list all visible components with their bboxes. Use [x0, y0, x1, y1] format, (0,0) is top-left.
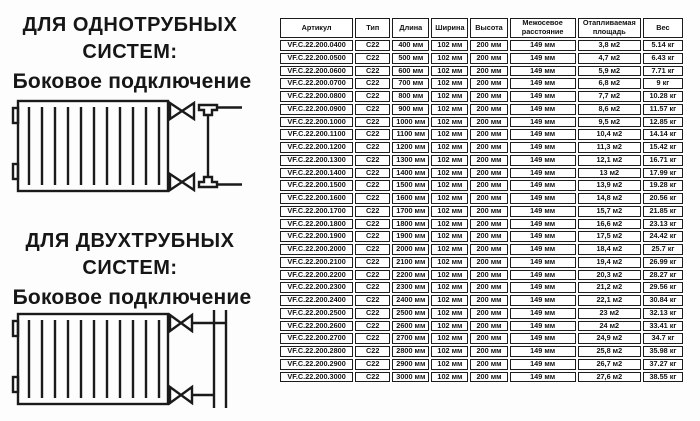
table-cell: VF.C.22.200.1700 [280, 206, 353, 217]
table-cell: 11,3 м2 [578, 142, 641, 153]
table-cell: 29.56 кг [643, 282, 683, 293]
table-cell: 22,1 м2 [578, 295, 641, 306]
table-cell: C22 [355, 180, 390, 191]
table-row [280, 219, 683, 230]
table-cell: 19.28 кг [643, 180, 683, 191]
column-header: Высота [470, 18, 507, 38]
table-cell: 1100 мм [392, 129, 429, 140]
table-cell: 32.13 кг [643, 308, 683, 319]
connection-diagrams-panel [0, 0, 270, 421]
table-cell: 102 мм [431, 180, 468, 191]
table-cell: 1000 мм [392, 117, 429, 128]
table-cell: VF.C.22.200.0400 [280, 40, 353, 51]
two-pipe-title-line2: СИСТЕМ: [82, 257, 178, 279]
table-cell: 200 мм [470, 219, 507, 230]
column-header: Артикул [280, 18, 353, 38]
table-cell: 200 мм [470, 168, 507, 179]
table-cell: VF.C.22.200.2900 [280, 359, 353, 370]
table-row [280, 206, 683, 217]
table-cell: C22 [355, 117, 390, 128]
table-row [280, 346, 683, 357]
table-row [280, 168, 683, 179]
table-cell: 149 мм [510, 206, 576, 217]
table-cell: 102 мм [431, 372, 468, 383]
table-cell: 149 мм [510, 142, 576, 153]
table-row [280, 270, 683, 281]
radiator-single-pipe-drawing [10, 95, 248, 197]
table-row [280, 244, 683, 255]
table-cell: 200 мм [470, 129, 507, 140]
table-cell: 149 мм [510, 219, 576, 230]
table-cell: VF.C.22.200.3000 [280, 372, 353, 383]
column-header: Вес [643, 18, 683, 38]
table-cell: 102 мм [431, 231, 468, 242]
table-row [280, 193, 683, 204]
table-cell: 17.99 кг [643, 168, 683, 179]
table-cell: 149 мм [510, 359, 576, 370]
table-row [280, 295, 683, 306]
two-pipe-side-connection-diagram [10, 308, 248, 410]
table-cell: C22 [355, 219, 390, 230]
table-cell: 15.42 кг [643, 142, 683, 153]
table-row [280, 117, 683, 128]
table-cell: VF.C.22.200.1300 [280, 155, 353, 166]
table-cell: 2600 мм [392, 321, 429, 332]
table-cell: C22 [355, 66, 390, 77]
table-cell: 400 мм [392, 40, 429, 51]
table-cell: 18,4 м2 [578, 244, 641, 255]
table-cell: 149 мм [510, 117, 576, 128]
table-cell: 102 мм [431, 257, 468, 268]
table-cell: VF.C.22.200.2400 [280, 295, 353, 306]
table-cell: 200 мм [470, 40, 507, 51]
table-cell: 200 мм [470, 359, 507, 370]
table-cell: C22 [355, 193, 390, 204]
table-cell: 102 мм [431, 40, 468, 51]
table-cell: 38.55 кг [643, 372, 683, 383]
table-cell: VF.C.22.200.2600 [280, 321, 353, 332]
table-cell: 900 мм [392, 104, 429, 115]
table-row [280, 78, 683, 89]
table-cell: VF.C.22.200.1500 [280, 180, 353, 191]
table-cell: 102 мм [431, 346, 468, 357]
table-cell: 6,8 м2 [578, 78, 641, 89]
table-cell: 2100 мм [392, 257, 429, 268]
table-cell: C22 [355, 40, 390, 51]
table-cell: 5.14 кг [643, 40, 683, 51]
table-cell: 200 мм [470, 244, 507, 255]
table-cell: 102 мм [431, 193, 468, 204]
table-cell: 28.27 кг [643, 270, 683, 281]
table-cell: 102 мм [431, 104, 468, 115]
table-row [280, 333, 683, 344]
table-cell: 200 мм [470, 372, 507, 383]
table-cell: 15,7 м2 [578, 206, 641, 217]
table-cell: VF.C.22.200.1100 [280, 129, 353, 140]
radiator-spec-table [278, 16, 685, 384]
table-cell: C22 [355, 155, 390, 166]
table-cell: C22 [355, 308, 390, 319]
table-cell: VF.C.22.200.2800 [280, 346, 353, 357]
table-cell: 6.43 кг [643, 53, 683, 64]
table-cell: 16.71 кг [643, 155, 683, 166]
table-cell: 149 мм [510, 244, 576, 255]
table-cell: 102 мм [431, 219, 468, 230]
table-cell: VF.C.22.200.0900 [280, 104, 353, 115]
table-cell: 2300 мм [392, 282, 429, 293]
table-row [280, 308, 683, 319]
table-cell: 200 мм [470, 53, 507, 64]
table-cell: C22 [355, 270, 390, 281]
table-cell: 30.84 кг [643, 295, 683, 306]
table-cell: 149 мм [510, 257, 576, 268]
table-cell: 1700 мм [392, 206, 429, 217]
table-cell: 1900 мм [392, 231, 429, 242]
table-cell: 102 мм [431, 155, 468, 166]
table-row [280, 40, 683, 51]
two-pipe-title-line1: ДЛЯ ДВУХТРУБНЫХ [25, 230, 235, 252]
table-cell: 12.85 кг [643, 117, 683, 128]
table-cell: C22 [355, 282, 390, 293]
table-cell: 200 мм [470, 333, 507, 344]
column-header: Отапливаемая площадь [578, 18, 641, 38]
bracket-bottom-icon [13, 164, 18, 179]
table-cell: 149 мм [510, 91, 576, 102]
table-cell: 149 мм [510, 104, 576, 115]
table-cell: C22 [355, 168, 390, 179]
table-cell: 21.85 кг [643, 206, 683, 217]
table-cell: 149 мм [510, 40, 576, 51]
single-pipe-side-connection-diagram [10, 95, 248, 197]
table-cell: 102 мм [431, 321, 468, 332]
table-cell: VF.C.22.200.1800 [280, 219, 353, 230]
table-cell: VF.C.22.200.0600 [280, 66, 353, 77]
table-cell: C22 [355, 91, 390, 102]
table-header-row [280, 18, 683, 38]
table-cell: 102 мм [431, 206, 468, 217]
table-cell: 25.7 кг [643, 244, 683, 255]
table-cell: 2200 мм [392, 270, 429, 281]
bracket-top-icon [13, 321, 18, 336]
table-cell: 34.7 кг [643, 333, 683, 344]
table-cell: 24.42 кг [643, 231, 683, 242]
table-cell: 2800 мм [392, 346, 429, 357]
table-cell: 149 мм [510, 346, 576, 357]
table-cell: 600 мм [392, 66, 429, 77]
table-cell: C22 [355, 295, 390, 306]
table-cell: VF.C.22.200.2200 [280, 270, 353, 281]
table-cell: 200 мм [470, 142, 507, 153]
table-cell: 7,7 м2 [578, 91, 641, 102]
valve-bottom-icon [170, 174, 194, 190]
table-cell: 14.14 кг [643, 129, 683, 140]
table-cell: C22 [355, 206, 390, 217]
table-cell: 149 мм [510, 333, 576, 344]
table-cell: 20.56 кг [643, 193, 683, 204]
table-cell: 149 мм [510, 308, 576, 319]
tee-bottom-icon [199, 177, 217, 187]
table-cell: 200 мм [470, 295, 507, 306]
table-cell: 102 мм [431, 270, 468, 281]
column-header: Межосевое расстояние [510, 18, 576, 38]
table-cell: C22 [355, 321, 390, 332]
table-cell: VF.C.22.200.1200 [280, 142, 353, 153]
table-cell: 200 мм [470, 193, 507, 204]
table-cell: 2700 мм [392, 333, 429, 344]
table-cell: 200 мм [470, 257, 507, 268]
table-cell: 9,5 м2 [578, 117, 641, 128]
table-cell: 1400 мм [392, 168, 429, 179]
table-cell: 149 мм [510, 78, 576, 89]
table-cell: VF.C.22.200.1900 [280, 231, 353, 242]
radiator-fins [29, 320, 159, 398]
radiator-fins [29, 107, 159, 185]
table-cell: 102 мм [431, 117, 468, 128]
table-cell: 200 мм [470, 308, 507, 319]
table-cell: 14,8 м2 [578, 193, 641, 204]
table-cell: 500 мм [392, 53, 429, 64]
single-pipe-title-line2: СИСТЕМ: [82, 41, 178, 63]
table-cell: 149 мм [510, 66, 576, 77]
table-cell: 7.71 кг [643, 66, 683, 77]
table-cell: 102 мм [431, 308, 468, 319]
table-cell: C22 [355, 257, 390, 268]
table-cell: VF.C.22.200.0800 [280, 91, 353, 102]
table-row [280, 91, 683, 102]
table-cell: VF.C.22.200.0500 [280, 53, 353, 64]
table-cell: 102 мм [431, 129, 468, 140]
table-cell: 4,7 м2 [578, 53, 641, 64]
radiator-two-pipe-drawing [10, 308, 248, 410]
table-cell: 2000 мм [392, 244, 429, 255]
table-row [280, 142, 683, 153]
table-cell: C22 [355, 231, 390, 242]
table-cell: 149 мм [510, 53, 576, 64]
table-cell: 200 мм [470, 66, 507, 77]
table-row [280, 104, 683, 115]
table-cell: 3,8 м2 [578, 40, 641, 51]
bracket-top-icon [13, 108, 18, 123]
column-header: Тип [355, 18, 390, 38]
table-cell: 13,9 м2 [578, 180, 641, 191]
table-cell: 200 мм [470, 180, 507, 191]
bracket-bottom-icon [13, 377, 18, 392]
table-cell: 149 мм [510, 295, 576, 306]
table-cell: VF.C.22.200.2500 [280, 308, 353, 319]
table-cell: 200 мм [470, 91, 507, 102]
table-cell: C22 [355, 78, 390, 89]
table-cell: 21,2 м2 [578, 282, 641, 293]
table-cell: C22 [355, 346, 390, 357]
table-cell: 13 м2 [578, 168, 641, 179]
table-cell: 2400 мм [392, 295, 429, 306]
table-cell: 102 мм [431, 282, 468, 293]
single-pipe-subtitle: Боковое подключение [12, 70, 252, 93]
table-cell: C22 [355, 53, 390, 64]
table-cell: 149 мм [510, 168, 576, 179]
table-cell: C22 [355, 244, 390, 255]
table-row [280, 359, 683, 370]
table-cell: 102 мм [431, 244, 468, 255]
table-cell: 2500 мм [392, 308, 429, 319]
table-cell: 1600 мм [392, 193, 429, 204]
table-cell: 5,9 м2 [578, 66, 641, 77]
table-cell: 102 мм [431, 91, 468, 102]
single-pipe-title-line1: ДЛЯ ОДНОТРУБНЫХ [22, 14, 238, 36]
table-row [280, 180, 683, 191]
table-cell: 26,7 м2 [578, 359, 641, 370]
two-pipe-title [6, 228, 254, 282]
table-cell: 24 м2 [578, 321, 641, 332]
table-cell: 149 мм [510, 180, 576, 191]
table-cell: 149 мм [510, 231, 576, 242]
table-row [280, 231, 683, 242]
table-row [280, 66, 683, 77]
table-cell: 200 мм [470, 346, 507, 357]
table-cell: 10,4 м2 [578, 129, 641, 140]
table-cell: 200 мм [470, 78, 507, 89]
table-cell: 17,5 м2 [578, 231, 641, 242]
table-cell: 149 мм [510, 155, 576, 166]
table-cell: 1200 мм [392, 142, 429, 153]
table-cell: 200 мм [470, 117, 507, 128]
valve-top-icon [170, 103, 194, 119]
table-cell: 19,4 м2 [578, 257, 641, 268]
table-cell: 1800 мм [392, 219, 429, 230]
table-cell: VF.C.22.200.2300 [280, 282, 353, 293]
table-cell: 102 мм [431, 142, 468, 153]
table-row [280, 155, 683, 166]
table-cell: C22 [355, 359, 390, 370]
single-pipe-title [6, 12, 254, 66]
table-cell: C22 [355, 129, 390, 140]
table-cell: C22 [355, 333, 390, 344]
table-cell: VF.C.22.200.1000 [280, 117, 353, 128]
table-cell: 800 мм [392, 91, 429, 102]
table-cell: 200 мм [470, 104, 507, 115]
table-cell: 24,9 м2 [578, 333, 641, 344]
table-cell: 35.98 кг [643, 346, 683, 357]
table-cell: 200 мм [470, 321, 507, 332]
table-row [280, 257, 683, 268]
table-cell: 11.57 кг [643, 104, 683, 115]
table-cell: VF.C.22.200.2000 [280, 244, 353, 255]
table-cell: 23.13 кг [643, 219, 683, 230]
table-cell: 25,8 м2 [578, 346, 641, 357]
table-cell: 200 мм [470, 270, 507, 281]
table-cell: 149 мм [510, 193, 576, 204]
valve-bottom-icon [170, 387, 192, 403]
table-cell: VF.C.22.200.0700 [280, 78, 353, 89]
table-cell: C22 [355, 372, 390, 383]
table-row [280, 129, 683, 140]
table-cell: 9 кг [643, 78, 683, 89]
table-cell: VF.C.22.200.2700 [280, 333, 353, 344]
table-cell: 149 мм [510, 282, 576, 293]
table-cell: 1300 мм [392, 155, 429, 166]
table-cell: 200 мм [470, 282, 507, 293]
table-cell: 200 мм [470, 155, 507, 166]
table-cell: 8,6 м2 [578, 104, 641, 115]
table-cell: 2900 мм [392, 359, 429, 370]
tee-top-icon [199, 105, 217, 115]
table-cell: 149 мм [510, 372, 576, 383]
table-cell: VF.C.22.200.1400 [280, 168, 353, 179]
table-row [280, 321, 683, 332]
valve-top-icon [170, 315, 192, 331]
table-cell: 3000 мм [392, 372, 429, 383]
table-cell: 102 мм [431, 333, 468, 344]
table-cell: 102 мм [431, 359, 468, 370]
table-cell: 16,6 м2 [578, 219, 641, 230]
table-cell: 102 мм [431, 78, 468, 89]
table-cell: 27,6 м2 [578, 372, 641, 383]
column-header: Длина [392, 18, 429, 38]
table-cell: 102 мм [431, 53, 468, 64]
table-cell: 12,1 м2 [578, 155, 641, 166]
table-cell: 149 мм [510, 129, 576, 140]
table-cell: 23 м2 [578, 308, 641, 319]
table-cell: 149 мм [510, 270, 576, 281]
table-cell: 102 мм [431, 168, 468, 179]
table-cell: C22 [355, 142, 390, 153]
table-cell: 102 мм [431, 295, 468, 306]
table-cell: VF.C.22.200.2100 [280, 257, 353, 268]
table-cell: 33.41 кг [643, 321, 683, 332]
table-cell: 200 мм [470, 231, 507, 242]
table-row [280, 372, 683, 383]
table-cell: 149 мм [510, 321, 576, 332]
spec-table-body [280, 40, 683, 382]
table-cell: 1500 мм [392, 180, 429, 191]
table-cell: VF.C.22.200.1600 [280, 193, 353, 204]
table-cell: 20,3 м2 [578, 270, 641, 281]
table-cell: 10.28 кг [643, 91, 683, 102]
table-row [280, 282, 683, 293]
table-cell: 700 мм [392, 78, 429, 89]
table-cell: 102 мм [431, 66, 468, 77]
table-cell: 37.27 кг [643, 359, 683, 370]
two-pipe-subtitle: Боковое подключение [12, 286, 252, 309]
table-cell: C22 [355, 104, 390, 115]
table-row [280, 53, 683, 64]
column-header: Ширина [431, 18, 468, 38]
table-cell: 26.99 кг [643, 257, 683, 268]
table-cell: 200 мм [470, 206, 507, 217]
